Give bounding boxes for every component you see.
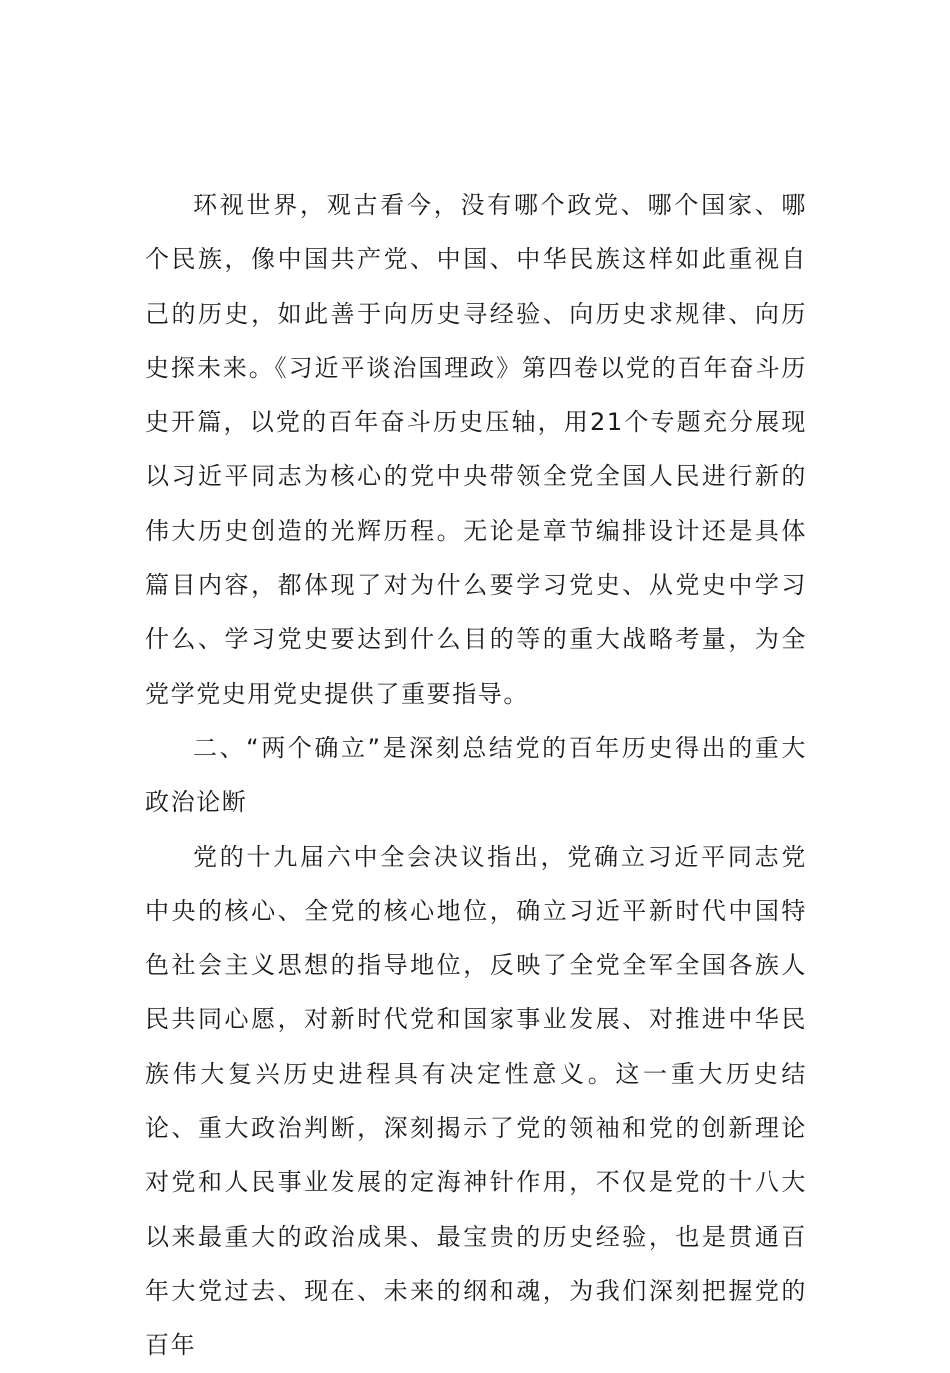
section-heading-two: 二、“两个确立”是深刻总结党的百年历史得出的重大政治论断 xyxy=(145,733,807,817)
paragraph-intro: 环视世界，观古看今，没有哪个政党、哪个国家、哪个民族，像中国共产党、中国、中华民族这样如此重视自己的历史，如此善于向历史寻经验、向历史求规律、向历史探未来。《习近平谈治国理政》第四卷以党的百年奋斗历史开篇，以党的百年奋斗历史压轴，用21个专题充分展现以习近平同志为核心的党中央带领全党全国人民进行新的伟大历史创造的光辉历程。无论是章节编排设计还是具体篇目内容，都体现了对为什么要学习党史、从党史中学习什么、学习党史要达到什么目的等的重大战略考量，为全党学党史用党史提供了重要指导。 xyxy=(145,191,807,708)
paragraph-resolution: 党的十九届六中全会决议指出，党确立习近平同志党中央的核心、全党的核心地位，确立习近平新时代中国特色社会主义思想的指导地位，反映了全党全军全国各族人民共同心愿，对新时代党和国家事业发展、对推进中华民族伟大复兴历史进程具有决定性意义。这一重大历史结论、重大政治判断，深刻揭示了党的领袖和党的创新理论对党和人民事业发展的定海神针作用，不仅是党的十八大以来最重大的政治成果、最宝贵的历史经验，也是贯通百年大党过去、现在、未来的纲和魂，为我们深刻把握党的百年 xyxy=(145,842,807,1360)
body-text xyxy=(145,178,807,1373)
